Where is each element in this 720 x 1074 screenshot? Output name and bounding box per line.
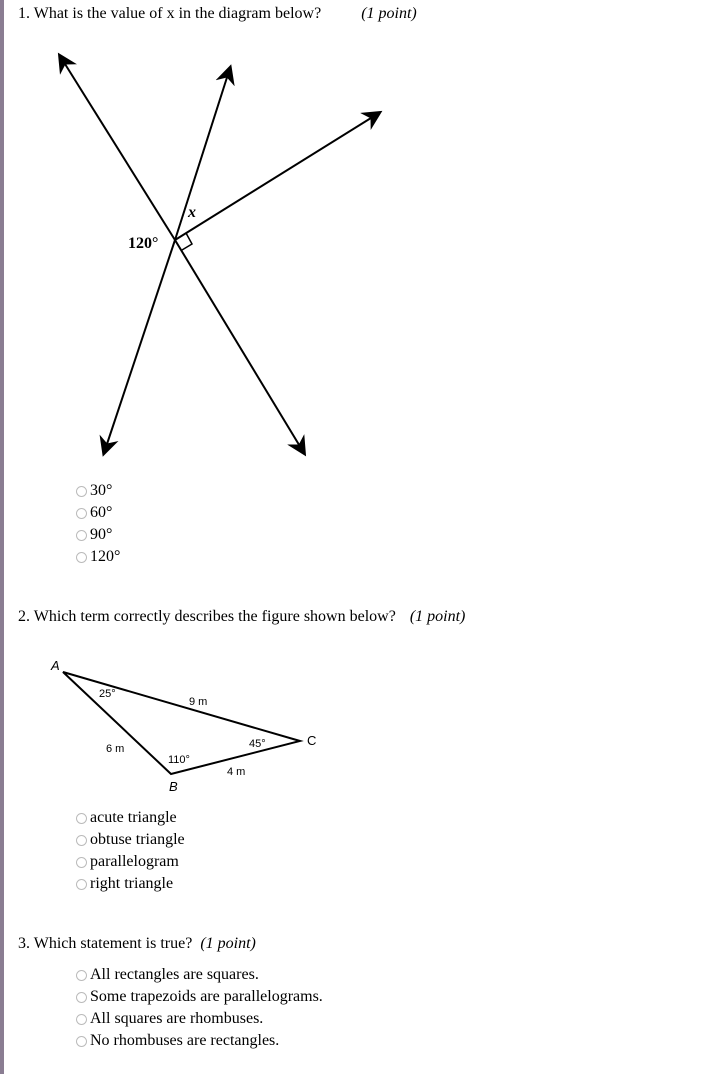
option-label: obtuse triangle [90,831,185,848]
q3-text: Which statement is true? [33,935,193,952]
q2-number: 2. [18,608,30,625]
radio-button[interactable] [76,857,87,868]
q2-text: Which term correctly describes the figure shown below? [33,608,396,625]
q1-points: (1 point) [361,5,417,22]
option-label: All rectangles are squares. [90,966,259,983]
option-label: Some trapezoids are parallelograms. [90,988,323,1005]
option-label: 120° [90,548,121,565]
radio-button[interactable] [76,552,87,563]
line-a-down [175,240,304,453]
option-label: 90° [90,526,113,543]
radio-button[interactable] [76,1036,87,1047]
q3-option[interactable] [76,964,323,986]
q3-option[interactable] [76,1030,323,1052]
option-label: parallelogram [90,853,179,870]
q2-points: (1 point) [409,608,466,625]
radio-button[interactable] [76,992,87,1003]
option-label: No rhombuses are rectangles. [90,1032,280,1049]
q1-option[interactable] [76,502,120,524]
q2-option[interactable] [76,807,185,829]
radio-button[interactable] [76,879,87,890]
option-label: All squares are rhombuses. [90,1010,264,1027]
side-ab: 6 m [106,743,125,755]
x-label: x [188,204,196,221]
radio-button[interactable] [76,970,87,981]
side-ac: 9 m [189,696,208,708]
option-label: right triangle [90,875,174,892]
line-a-up [60,56,175,240]
q3-option[interactable] [76,986,323,1008]
option-label: 30° [90,482,113,499]
radio-button[interactable] [76,835,87,846]
radio-button[interactable] [76,813,87,824]
vertex-a: A [51,658,60,673]
vertex-b: B [169,779,178,794]
q1-option[interactable] [76,524,120,546]
q3-points: (1 point) [200,935,256,952]
radio-button[interactable] [76,486,87,497]
vertex-c: C [307,733,317,748]
radio-button[interactable] [76,530,87,541]
option-label: 60° [90,504,113,521]
q3-options [76,964,323,1052]
q2-option[interactable] [76,873,185,895]
angle-120-label: 120° [128,235,159,252]
option-label: acute triangle [90,809,177,826]
q2-diagram [50,658,316,794]
question-2 [18,608,465,626]
angle-a: 25° [99,688,116,700]
radio-button[interactable] [76,508,87,519]
ray-c [175,113,379,240]
q2-option[interactable] [76,851,185,873]
q2-options [76,807,185,895]
q1-text: What is the value of x in the diagram below? [33,5,322,22]
q3-number: 3. [18,935,30,952]
q3-option[interactable] [76,1008,323,1030]
q1-option[interactable] [76,546,120,568]
q1-options [76,480,120,568]
q1-diagram [60,56,379,453]
side-bc: 4 m [227,766,246,778]
question-3 [18,935,256,953]
radio-button[interactable] [76,1014,87,1025]
line-b-down [104,240,175,453]
line-b-up [175,68,230,240]
q1-number: 1. [18,5,30,22]
angle-c: 45° [249,738,266,750]
q1-option[interactable] [76,480,120,502]
angle-b: 110° [168,754,190,766]
q2-option[interactable] [76,829,185,851]
